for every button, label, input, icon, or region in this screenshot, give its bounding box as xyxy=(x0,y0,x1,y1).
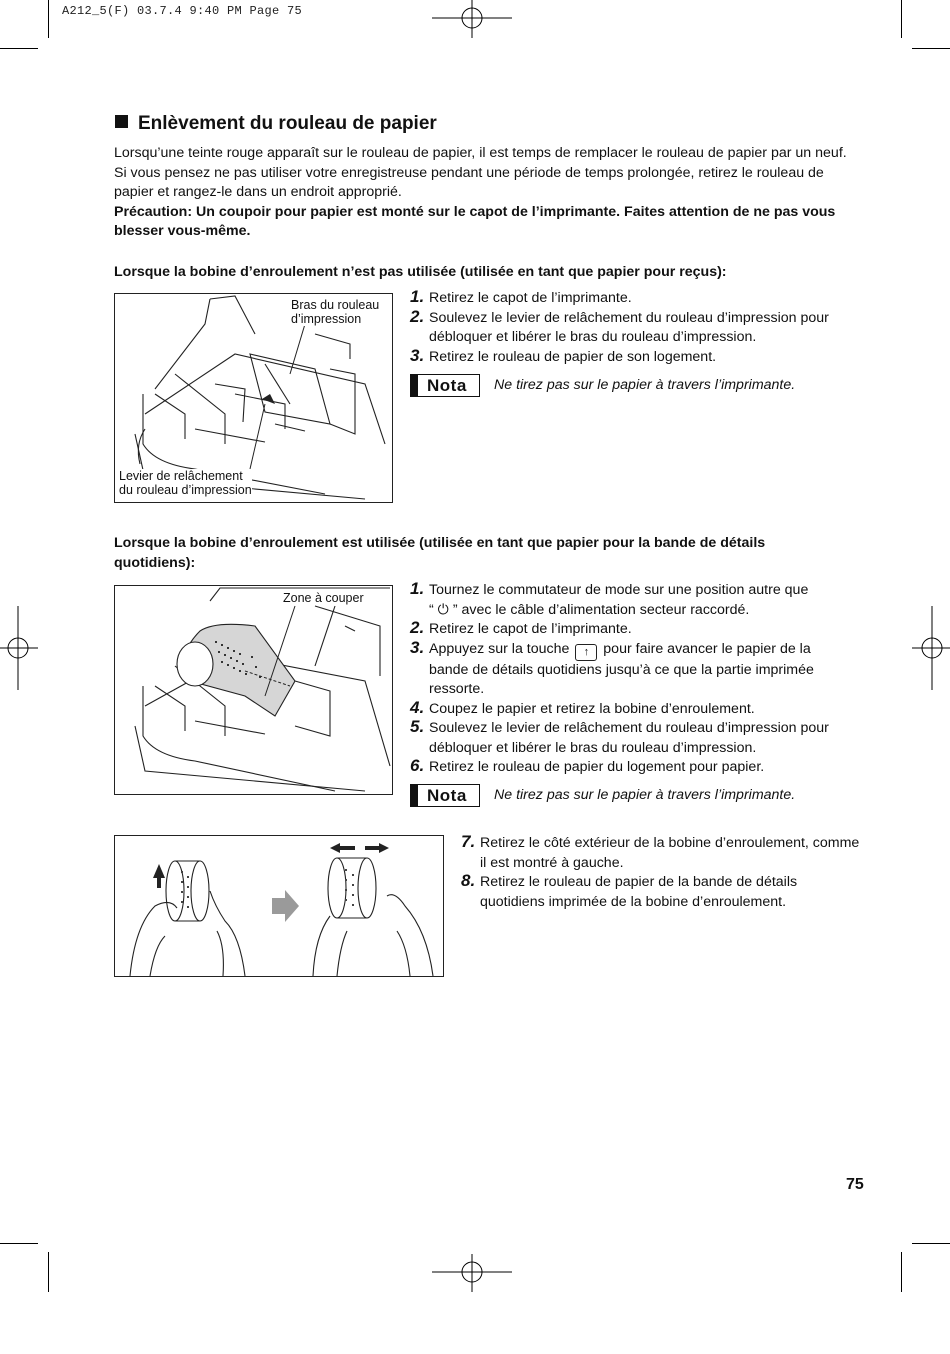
registration-mark-bottom xyxy=(432,1252,512,1292)
nota-text: Ne tirez pas sur le papier à travers l’imprimante. xyxy=(494,787,796,803)
callout-print-arm-line1: Bras du rouleau xyxy=(291,298,380,312)
figure-printer-journal xyxy=(114,585,393,795)
intro-block xyxy=(114,144,854,242)
case2-step-1: 1. Tournez le commutateur de mode sur une position autre que “ ⏻ ” avec le câble d’alimentation secteur raccordé. xyxy=(410,579,809,618)
section-title xyxy=(115,113,437,135)
registration-mark-right xyxy=(910,606,950,690)
printer-journal-illustration xyxy=(115,586,392,794)
nota-badge: Nota xyxy=(410,374,480,397)
bullet-square-icon xyxy=(115,115,128,128)
hands-spool-illustration xyxy=(115,836,443,976)
case2-step-4: 4. Coupez le papier et retirez la bobine d’enroulement. xyxy=(410,697,755,717)
callout-release-lever-line1: Levier de relâchement xyxy=(119,469,243,483)
registration-mark-top xyxy=(432,0,512,40)
case1-heading: Lorsque la bobine d’enroulement n’est pas utilisée (utilisée en tant que papier pour reçus): xyxy=(114,264,727,280)
nota-badge: Nota xyxy=(410,784,480,807)
case1-steps xyxy=(410,289,850,367)
figure-take-up-spool xyxy=(114,835,444,977)
case2-heading: Lorsque la bobine d’enroulement est utilisée (utilisée en tant que papier pour la bande de détails quotidiens): xyxy=(114,535,766,571)
case3-steps xyxy=(461,834,861,912)
callout-print-arm xyxy=(291,298,379,326)
callout-cut-zone: Zone à couper xyxy=(283,591,364,605)
case2-step-3: 3. Appuyez sur la touche ↑ pour faire avancer le papier de la bande de détails quotidiens jusqu’à ce que la partie imprimée ressorte. xyxy=(410,637,814,697)
registration-mark-left xyxy=(0,606,40,690)
case2-step-6: 6. Retirez le rouleau de papier du logement pour papier. xyxy=(410,756,765,775)
case2-steps xyxy=(410,581,850,778)
case2-step-5: 5. Soulevez le levier de relâchement du rouleau d’impression pour débloquer et libérer le bras du rouleau d’impression. xyxy=(410,717,829,756)
callout-release-lever-line2: du rouleau d’impression xyxy=(119,483,252,497)
feed-key-icon: ↑ xyxy=(575,644,597,661)
callout-print-arm-line2: d’impression xyxy=(291,312,362,326)
page-number: 75 xyxy=(846,1176,864,1193)
case1-step-3: 3. Retirez le rouleau de papier de son logement. xyxy=(410,345,717,365)
print-header: A212_5(F) 03.7.4 9:40 PM Page 75 xyxy=(62,4,303,18)
case1-step-1: 1. Retirez le capot de l’imprimante. xyxy=(410,287,632,306)
case3-step-7: 7. Retirez le côté extérieur de la bobine d’enroulement, comme il est montré à gauche. xyxy=(461,832,860,871)
case3-step-8: 8. Retirez le rouleau de papier de la bande de détails quotidiens imprimée de la bobine d’enroulement. xyxy=(461,871,798,910)
section-title-text: Enlèvement du rouleau de papier xyxy=(138,113,437,134)
case2-step-2: 2. Retirez le capot de l’imprimante. xyxy=(410,618,632,637)
figure-printer-receipt xyxy=(114,293,393,503)
caution-paragraph: Précaution: Un coupoir pour papier est monté sur le capot de l’imprimante. Faites attention de ne pas vous blesser vous-même. xyxy=(114,203,836,239)
case1-step-2: 2. Soulevez le levier de relâchement du rouleau d’impression pour débloquer et libérer le bras du rouleau d’impression. xyxy=(410,306,829,345)
intro-paragraph: Lorsqu’une teinte rouge apparaît sur le rouleau de papier, il est temps de remplacer le rouleau de papier par un neuf. Si vous pensez ne pas utiliser votre enregistreuse pendant une période de temps prolongée, retirez le rouleau de papier et rangez-le dans un endroit approprié. xyxy=(114,145,847,200)
nota-text: Ne tirez pas sur le papier à travers l’imprimante. xyxy=(494,377,796,393)
callout-release-lever xyxy=(119,469,252,497)
